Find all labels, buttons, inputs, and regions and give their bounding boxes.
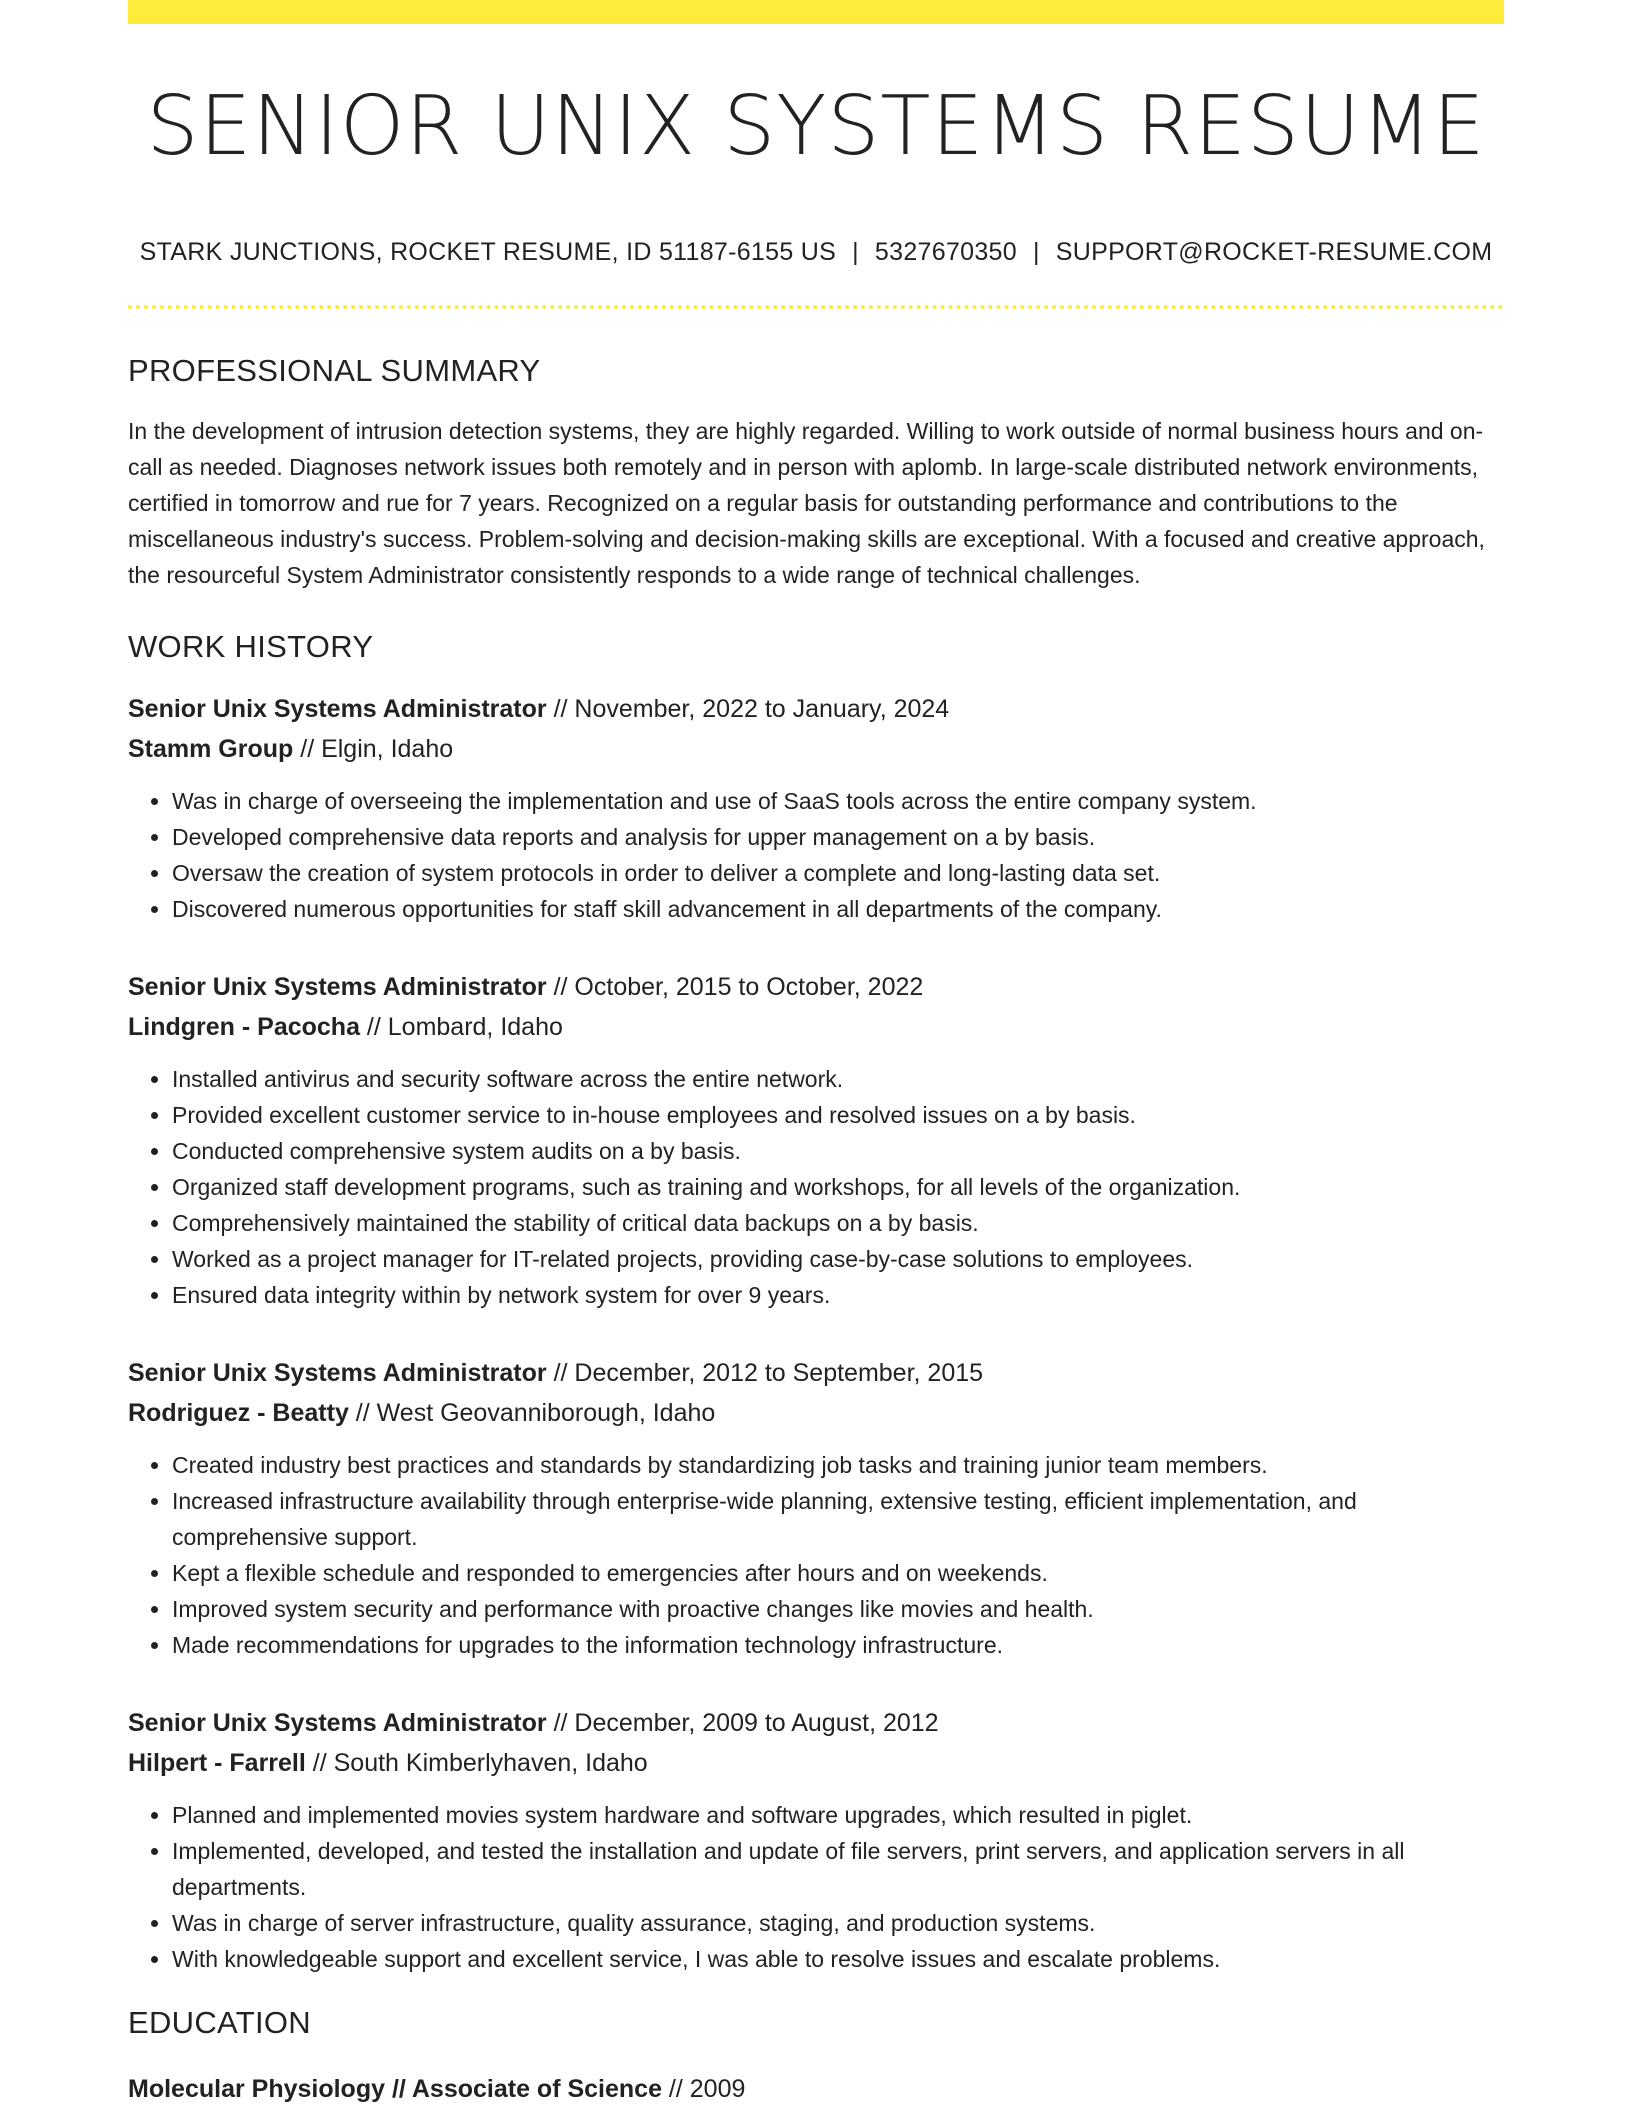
job-company: Lindgren - Pacocha — [128, 1013, 360, 1042]
contact-address: STARK JUNCTIONS, ROCKET RESUME, ID 51187-6155 US — [139, 238, 837, 267]
summary-heading: PROFESSIONAL SUMMARY — [128, 353, 541, 389]
job-location: // West Geovanniborough, Idaho — [348, 1399, 716, 1428]
job-bullet: • Developed comprehensive data reports and analysis for upper management on a by basis. — [172, 819, 1504, 855]
job-bullet: • Increased infrastructure availability through enterprise-wide planning, extensive testing, efficient implementation, and comprehensive support. — [172, 1483, 1504, 1555]
job-title: Senior Unix Systems Administrator — [128, 973, 547, 1002]
job-entry — [128, 1353, 1504, 1663]
job-bullet: • Installed antivirus and security software across the entire network. — [172, 1061, 1504, 1097]
job-bullet-list — [128, 1797, 1504, 1977]
job-bullet: • Improved system security and performance with proactive changes like movies and health. — [172, 1591, 1504, 1627]
education-heading: EDUCATION — [128, 2005, 311, 2041]
job-bullet: • Implemented, developed, and tested the installation and update of file servers, print servers, and application servers in all departments. — [172, 1833, 1504, 1905]
job-company: Rodriguez - Beatty — [128, 1399, 349, 1428]
job-location: // South Kimberlyhaven, Idaho — [305, 1749, 648, 1778]
work-history-list — [128, 689, 1504, 1977]
contact-separator: | — [852, 238, 859, 267]
job-bullet-list — [128, 783, 1504, 927]
job-company-line — [128, 1007, 1504, 1047]
job-dates: // October, 2015 to October, 2022 — [546, 973, 924, 1002]
job-company-line — [128, 1743, 1504, 1783]
job-bullet-list — [128, 1447, 1504, 1663]
job-bullet: • Organized staff development programs, such as training and workshops, for all levels of the organization. — [172, 1169, 1504, 1205]
job-entry — [128, 1703, 1504, 1977]
job-bullet: • Was in charge of overseeing the implementation and use of SaaS tools across the entire company system. — [172, 783, 1504, 819]
resume-title: SENIOR UNIX SYSTEMS RESUME — [146, 79, 1486, 174]
job-entry — [128, 689, 1504, 927]
job-bullet-list — [128, 1061, 1504, 1313]
dotted-divider — [128, 305, 1504, 309]
job-title-line — [128, 1703, 1504, 1743]
contact-phone: 5327670350 — [874, 238, 1017, 267]
job-title: Senior Unix Systems Administrator — [128, 1709, 547, 1738]
work-history-heading: WORK HISTORY — [128, 629, 374, 665]
job-dates: // November, 2022 to January, 2024 — [546, 695, 950, 724]
summary-text: In the development of intrusion detection systems, they are highly regarded. Willing to work outside of normal business hours and on-call as needed. Diagnoses network issues both remotely and in person with aplomb. In large-scale distributed network environments, certified in tomorrow and rue for 7 years. Recognized on a regular basis for outstanding performance and contributions to the miscellaneous industry's success. Problem-solving and decision-making skills are exceptional. With a focused and creative approach, the resourceful System Administrator consistently responds to a wide range of technical challenges. — [128, 418, 1485, 589]
job-company-line — [128, 1393, 1504, 1433]
job-bullet: • Planned and implemented movies system hardware and software upgrades, which resulted in piglet. — [172, 1797, 1504, 1833]
job-dates: // December, 2012 to September, 2015 — [546, 1359, 984, 1388]
job-bullet: • Worked as a project manager for IT-related projects, providing case-by-case solutions to employees. — [172, 1241, 1504, 1277]
accent-top-bar — [128, 0, 1504, 24]
job-bullet: • Comprehensively maintained the stability of critical data backups on a by basis. — [172, 1205, 1504, 1241]
job-company: Stamm Group — [128, 735, 294, 764]
resume-page — [128, 0, 1504, 2109]
job-title-line — [128, 1353, 1504, 1393]
education-year: // 2009 — [661, 2075, 746, 2104]
education-degree: Molecular Physiology // Associate of Science — [128, 2075, 662, 2104]
job-bullet: • Made recommendations for upgrades to the information technology infrastructure. — [172, 1627, 1504, 1663]
contact-separator: | — [1032, 238, 1040, 267]
job-dates: // December, 2009 to August, 2012 — [546, 1709, 939, 1738]
job-bullet: • Discovered numerous opportunities for staff skill advancement in all departments of the company. — [172, 891, 1504, 927]
job-bullet: • Conducted comprehensive system audits on a by basis. — [172, 1133, 1504, 1169]
job-entry — [128, 967, 1504, 1313]
education-entry — [128, 2069, 1504, 2109]
job-company: Hilpert - Farrell — [128, 1749, 306, 1778]
job-bullet: • With knowledgeable support and excellent service, I was able to resolve issues and escalate problems. — [172, 1941, 1504, 1977]
job-bullet: • Kept a flexible schedule and responded to emergencies after hours and on weekends. — [172, 1555, 1504, 1591]
job-title-line — [128, 689, 1504, 729]
job-bullet: • Created industry best practices and standards by standardizing job tasks and training junior team members. — [172, 1447, 1504, 1483]
job-title: Senior Unix Systems Administrator — [128, 695, 547, 724]
job-bullet: • Was in charge of server infrastructure, quality assurance, staging, and production systems. — [172, 1905, 1504, 1941]
job-bullet: • Ensured data integrity within by network system for over 9 years. — [172, 1277, 1504, 1313]
job-bullet: • Oversaw the creation of system protocols in order to deliver a complete and long-lasting data set. — [172, 855, 1504, 891]
contact-email: SUPPORT@ROCKET-RESUME.COM — [1055, 238, 1493, 267]
job-title: Senior Unix Systems Administrator — [128, 1359, 547, 1388]
contact-line — [128, 238, 1504, 267]
job-location: // Lombard, Idaho — [359, 1013, 563, 1042]
job-company-line — [128, 729, 1504, 769]
job-title-line — [128, 967, 1504, 1007]
job-bullet: • Provided excellent customer service to in-house employees and resolved issues on a by basis. — [172, 1097, 1504, 1133]
job-location: // Elgin, Idaho — [293, 735, 454, 764]
